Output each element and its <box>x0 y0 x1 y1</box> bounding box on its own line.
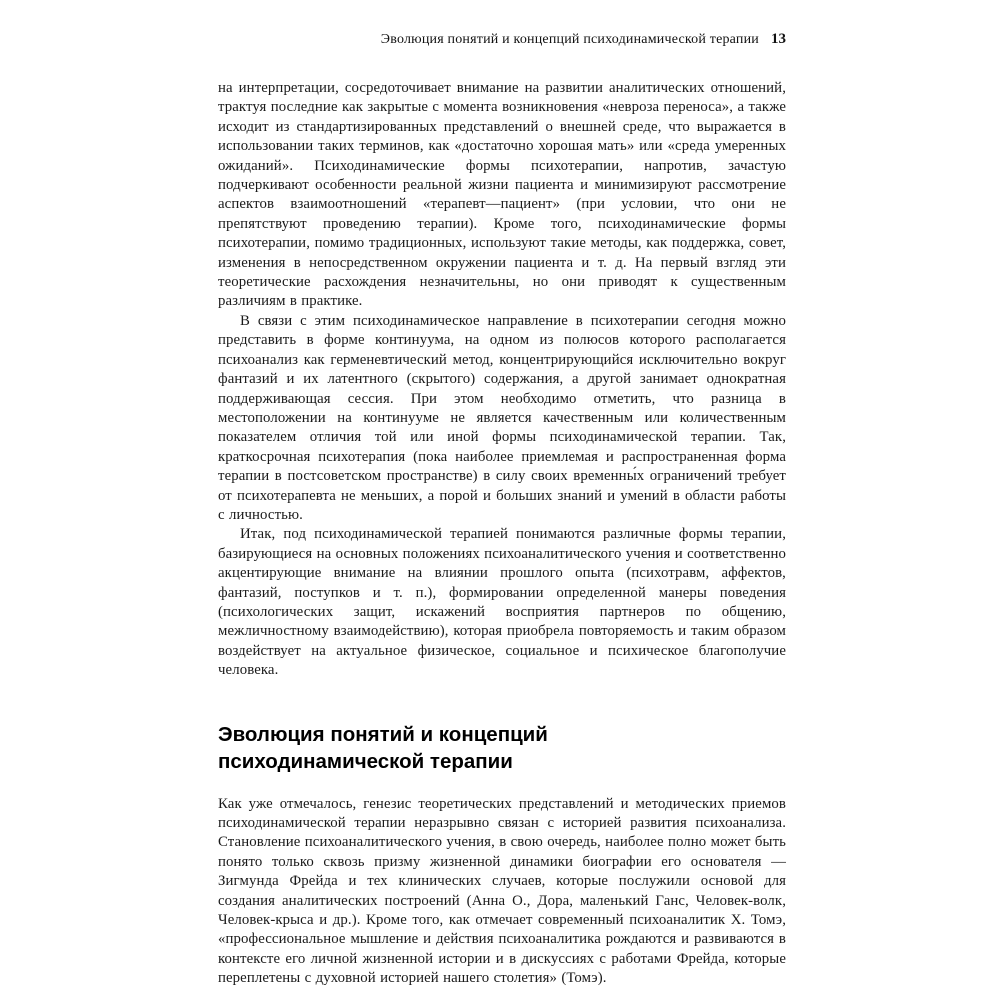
body-paragraph: Итак, под психодинамической терапией понимаются различные формы терапии, базирующиеся на основных положениях психоаналитического учения и соответственно акцентирующие внимание на влиянии прошлого опыта (психотравм, аффектов, фантазий, поступков и т. п.), формировании определенной манеры поведения (психологических защит, искажений восприятия партнеров по общению, межличностному взаимодействию), которая приобрела повторяемость и таким образом воздействует на актуальное физическое, социальное и психическое благополучие человека. <box>218 526 786 679</box>
running-header-title: Эволюция понятий и концепций психодинамической терапии <box>380 32 759 47</box>
section-body-text <box>218 795 786 989</box>
section-heading-line2: психодинамической терапии <box>218 749 513 773</box>
body-paragraph: на интерпретации, сосредоточивает внимание на развитии аналитических отношений, трактуя последние как закрытые с момента возникновения «невроза переноса», а также исходит из стандартизированных представлений о внешней среде, что выражается в использовании таких терминов, как «достаточно хорошая мать» или «среда умеренных ожиданий». Психодинамические формы психотерапии, напротив, зачастую подчеркивают особенности реальной жизни пациента и минимизируют рассмотрение аспектов взаимоотношений «терапевт—пациент» (при условии, что они не препятствуют проведению терапии). Кроме того, психодинамические формы психотерапии, помимо традиционных, используют такие методы, как поддержка, совет, изменения в непосредственном окружении пациента и т. д. На первый взгляд эти теоретические расхождения незначительны, но они приводят к существенным различиям в практике. <box>218 80 786 310</box>
text-block <box>218 30 786 989</box>
body-text <box>218 79 786 681</box>
body-paragraph: В связи с этим психодинамическое направление в психотерапии сегодня можно представить в форме континуума, на одном из полюсов которого располагается психоанализ как герменевтический метод, концентрирующийся исключительно вокруг фантазий и их латентного (скрытого) содержания, а другой занимает однократная поддерживающая сессия. При этом необходимо отметить, что разница в местоположении на континууме не является качественным или количественным показателем отличия той или иной формы психодинамической терапии. Так, краткосрочная психотерапия (пока наиболее приемлемая и распространенная форма терапии в постсоветском пространстве) в силу своих временны́х ограничений требует от психотерапевта не меньших, а порой и больших знаний и умений в области работы с личностью. <box>218 312 786 523</box>
section-heading <box>218 721 786 775</box>
section-heading-line1: Эволюция понятий и концепций <box>218 722 548 746</box>
running-header <box>218 30 786 49</box>
page-number: 13 <box>771 31 786 47</box>
body-paragraph: Как уже отмечалось, генезис теоретических представлений и методических приемов психодинамической терапии неразрывно связан с историей развития психоанализа. Становление психоаналитического учения, в свою очередь, наиболее полно может быть понято только сквозь призму жизненной динамики биографии его основателя — Зигмунда Фрейда и тех клинических случаев, которые послужили основой для создания аналитических построений (Анна О., Дора, маленький Ганс, Человек-волк, Человек-крыса и др.). Кроме того, как отмечает современный психоаналитик Х. Томэ, «профессиональное мышление и действия психоаналитика рождаются и развиваются в контексте его личной жизненной истории и в дискуссиях с работами Фрейда, которые переплетены с духовной историей нашего столетия» (Томэ). <box>218 795 786 987</box>
